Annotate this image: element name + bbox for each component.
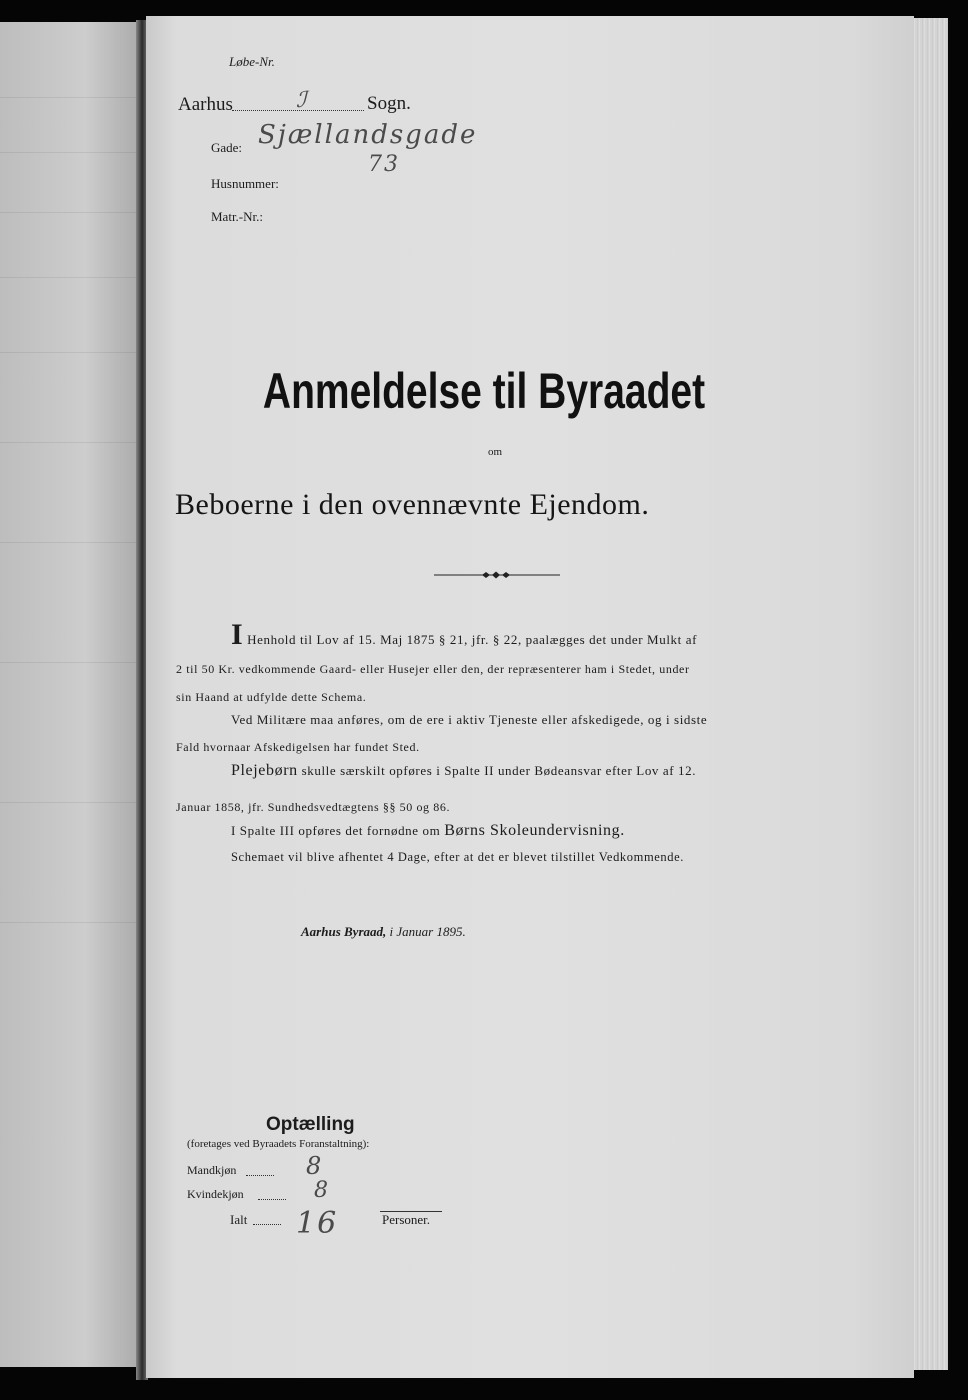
paragraph-1-initial: I — [231, 618, 244, 651]
ialt-label: Ialt — [230, 1212, 248, 1227]
paragraph-2-line-1: Ved Militære maa anføres, om de ere i aktiv Tjeneste eller afskedigede, og i sidste — [231, 712, 708, 727]
sogn-label: Sogn. — [367, 93, 411, 114]
kvindekjon-label: Kvindekjøn — [187, 1187, 244, 1201]
kvindekjon-dots — [258, 1199, 286, 1200]
loebe-nr-label: Løbe-Nr. — [229, 54, 275, 69]
plejeborn-term: Plejebørn — [231, 762, 298, 779]
gade-label: Gade: — [211, 140, 243, 155]
husnummer-value: 73 — [368, 152, 400, 177]
personer-label: Personer. — [382, 1212, 431, 1227]
paragraph-4 — [231, 822, 625, 840]
sogn-handwriting: ℐ — [296, 88, 309, 113]
matr-nr-label: Matr.-Nr.: — [211, 209, 263, 224]
signature — [301, 924, 466, 940]
signature-org: Aarhus Byraad, — [301, 924, 387, 939]
mandkjon-label: Mandkjøn — [187, 1163, 237, 1177]
count-note: (foretages ved Byraadets Foranstaltning): — [187, 1138, 370, 1150]
paragraph-1-line-3: sin Haand at udfylde dette Schema. — [176, 690, 367, 704]
paragraph-1-line-2: 2 til 50 Kr. vedkommende Gaard- eller Husejer eller den, der repræsenterer ham i Stedet, under — [176, 662, 690, 676]
paragraph-1-line-1 — [231, 618, 697, 652]
husnummer-label: Husnummer: — [211, 176, 279, 191]
city-label: Aarhus — [178, 94, 233, 115]
paragraph-3-line-1 — [231, 762, 696, 780]
paragraph-1-text: Henhold til Lov af 15. Maj 1875 § 21, jfr. § 22, paalægges det under Mulkt af — [247, 632, 697, 647]
mandkjon-value: 8 — [306, 1152, 324, 1180]
paragraph-5: Schemaet vil blive afhentet 4 Dage, efter at det er blevet tilstillet Vedkommende. — [231, 850, 684, 864]
boerns-skoleundervisning-term: Børns Skoleundervisning. — [444, 822, 625, 839]
paragraph-4-text: I Spalte III opføres det fornødne om — [231, 823, 441, 838]
mandkjon-dots — [246, 1175, 274, 1176]
ialt-value: 16 — [296, 1206, 339, 1241]
om-word: om — [488, 446, 503, 458]
kvindekjon-value: 8 — [314, 1178, 330, 1203]
paragraph-3-text: skulle særskilt opføres i Spalte II under Bødeansvar efter Lov af 12. — [301, 763, 697, 778]
paragraph-3-line-2: Januar 1858, jfr. Sundhedsvedtægtens §§ 50 og 86. — [176, 800, 451, 814]
facing-page — [0, 22, 142, 1367]
ornament-divider — [434, 569, 560, 581]
paragraph-2-line-2: Fald hvornaar Afskedigelsen har fundet Sted. — [176, 740, 420, 754]
document-title: Anmeldelse til Byraadet — [262, 363, 706, 419]
signature-date: i Januar 1895. — [389, 924, 466, 939]
count-heading: Optælling — [266, 1114, 355, 1135]
document-subtitle: Beboerne i den ovennævnte Ejendom. — [175, 488, 650, 521]
gade-value: Sjællandsgade — [258, 120, 478, 150]
ialt-dots — [253, 1224, 281, 1225]
